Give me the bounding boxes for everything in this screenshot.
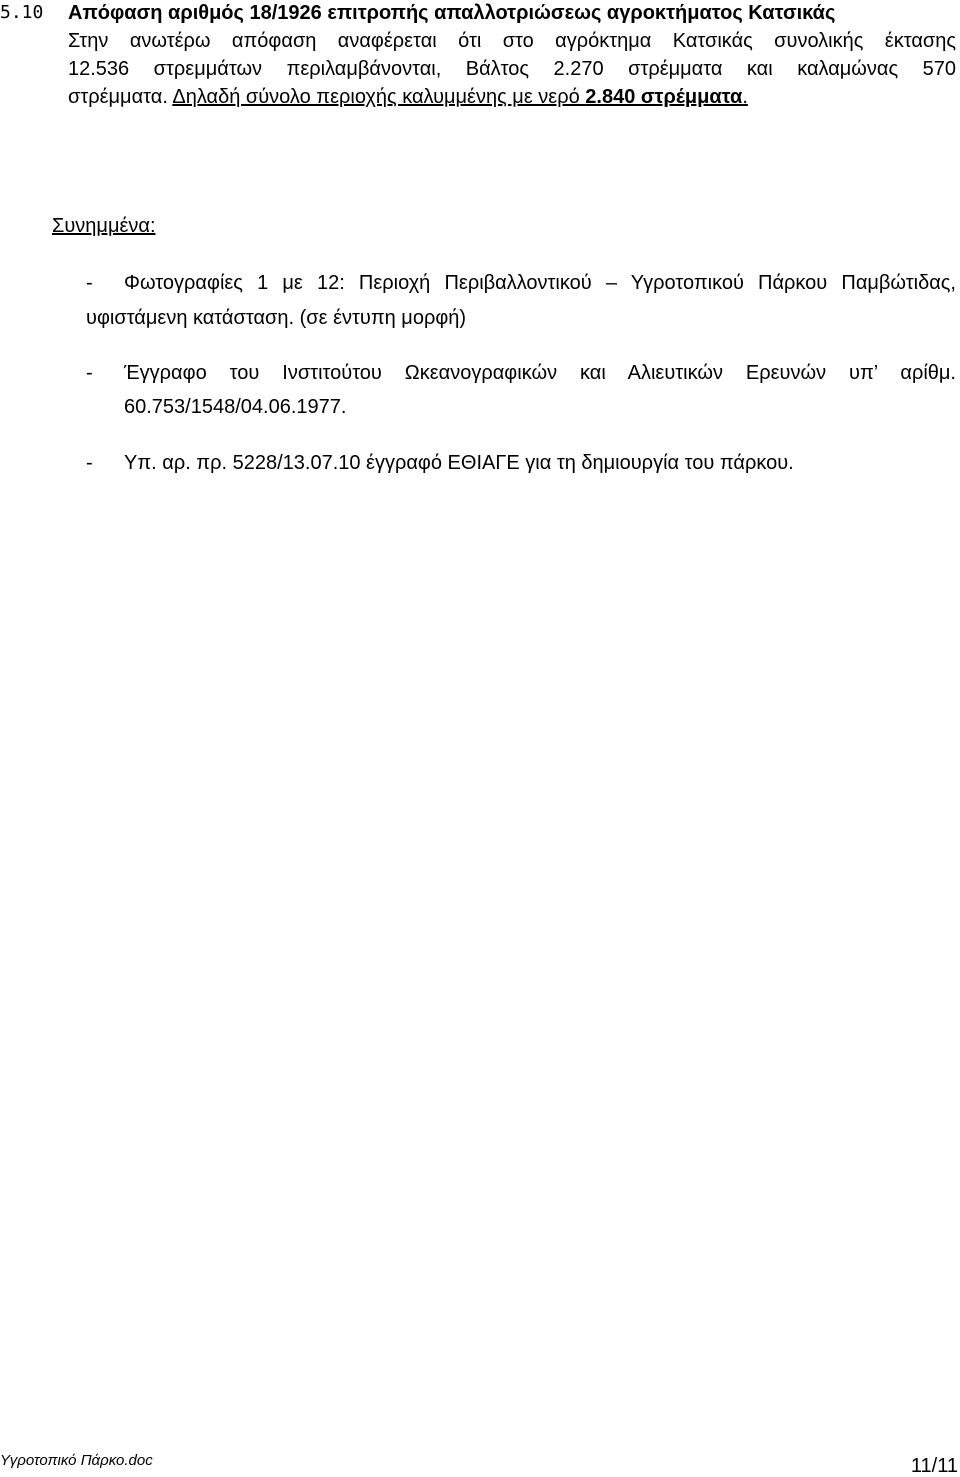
section-title: Απόφαση αριθμός 18/1926 επιτροπής απαλλοτριώσεως αγροκτήματος Κατσικάς [68,2,836,24]
list-bullet: - [86,362,93,384]
paragraph-underlined-text [172,86,748,108]
attachments-heading: Συνημμένα: [52,215,156,237]
sentence-end: . [742,86,748,108]
footer-filename: Υγροτοπικό Πάρκο.doc [0,1452,153,1469]
underlined-phrase: Δηλαδή σύνολο περιοχής καλυμμένης με νερό [172,86,586,108]
section-number: 5.10 [0,2,44,23]
list-bullet: - [86,272,93,294]
attachment-item-1-line-1: Φωτογραφίες 1 με 12: Περιοχή Περιβαλλοντικού – Υγροτοπικού Πάρκου Παμβώτιδας, [124,272,956,294]
footer-page-number: 11/11 [910,1455,958,1477]
attachment-item-2-line-2: 60.753/1548/04.06.1977. [124,396,347,418]
attachment-item-3-line-1: Υπ. αρ. πρ. 5228/13.07.10 έγγραφό ΕΘΙΑΓΕ για τη δημιουργία του πάρκου. [124,452,794,474]
paragraph-line-3 [68,85,956,109]
paragraph-text: στρέμματα. [68,86,173,108]
total-area-value: 2.840 στρέμματα [585,86,743,108]
paragraph-line-1: Στην ανωτέρω απόφαση αναφέρεται ότι στο αγρόκτημα Κατσικάς συνολικής έκτασης [68,30,956,52]
paragraph-line-2: 12.536 στρεμμάτων περιλαμβάνονται, Βάλτος 2.270 στρέμματα και καλαμώνας 570 [68,58,956,80]
list-bullet: - [86,452,93,474]
attachment-item-1-line-2: υφιστάμενη κατάσταση. (σε έντυπη μορφή) [86,307,467,329]
attachment-item-2-line-1: Έγγραφο του Ινστιτούτου Ωκεανογραφικών και Αλιευτικών Ερευνών υπ’ αρίθμ. [124,362,956,384]
